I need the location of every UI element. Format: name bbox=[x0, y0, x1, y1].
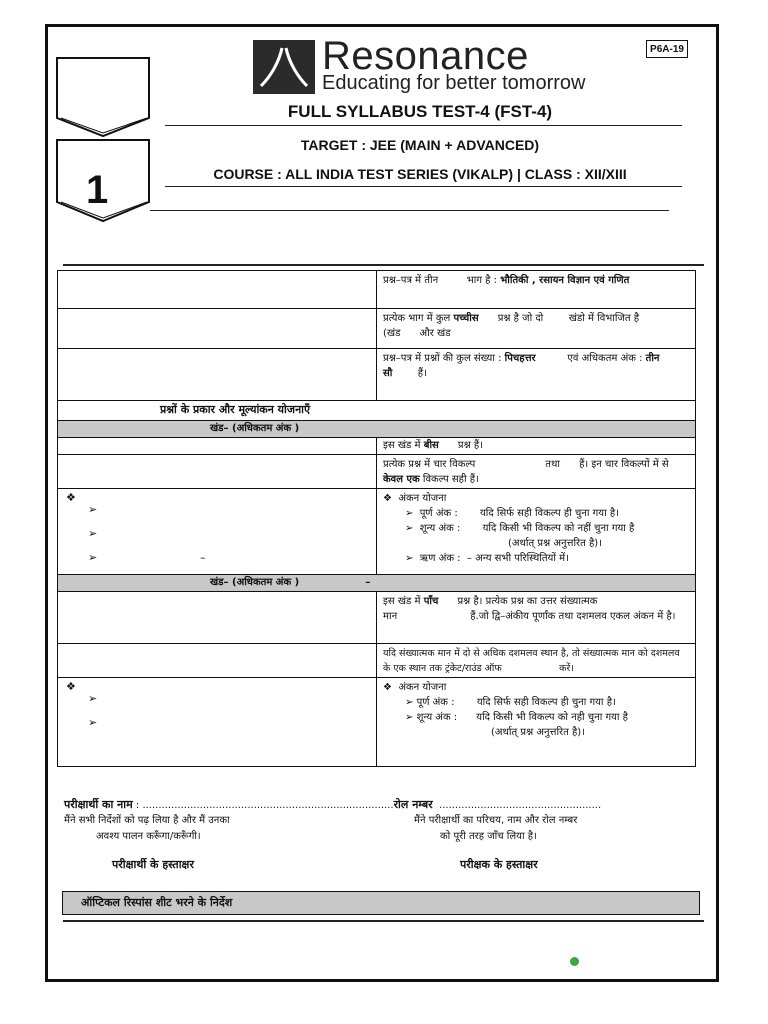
paper-number: 1 bbox=[86, 168, 109, 212]
paper-parts-text: प्रश्न–पत्र में तीन भाग है : भौतिकी , रसायन विज्ञान एवं गणित bbox=[383, 275, 630, 286]
arrow-icon: ➢ bbox=[88, 503, 98, 516]
arrow-icon: ➢ bbox=[88, 551, 98, 564]
test-title: FULL SYLLABUS TEST-4 (FST-4) bbox=[287, 102, 553, 121]
brand-tagline: Educating for better tomorrow bbox=[322, 72, 586, 94]
course-line: COURSE : ALL INDIA TEST SERIES (VIKALP) | CLASS : XII/XIII bbox=[213, 166, 627, 182]
shield-blank bbox=[55, 56, 152, 138]
s1-left-notes: ❖ ➢ ➢ ➢ – bbox=[58, 489, 377, 574]
s2-left-notes: ❖ ➢ ➢ bbox=[58, 678, 377, 766]
divider bbox=[63, 920, 704, 922]
table-row bbox=[58, 592, 695, 644]
section-2-bar: खंड– (अधिकतम अंक ) – bbox=[58, 575, 695, 592]
invigilator-declaration: मैंने परीक्षार्थी का परिचय, नाम और रोल नम्बर bbox=[414, 815, 578, 826]
resonance-logo-icon bbox=[253, 40, 315, 94]
candidate-signature-label: परीक्षार्थी के हस्ताक्षर bbox=[112, 858, 194, 871]
s2-rounding-text: यदि संख्यात्मक मान में दो से अधिक दशमलव स्थान है, तो संख्यात्मक मान को दशमलव के एक स्थान तक ट्रंकेट/राउंड ऑफ करें। bbox=[383, 648, 680, 674]
s1-options-text: प्रत्येक प्रश्न में चार विकल्प तथा हैं। इन चार विकल्पों में से केवल एक विकल्प सही हैं। bbox=[383, 459, 669, 485]
table-row bbox=[58, 309, 695, 349]
divider bbox=[165, 186, 682, 187]
table-row bbox=[58, 644, 695, 678]
s2-marking-scheme: ❖ अंकन योजना ➢ पूर्ण अंक : यदि सिर्फ सही विकल्प ही चुना गया है। ➢ शून्य अंक : यदि किसी भी विकल्प को नही चुना गया है (अर्थात् प्रश्न अनुत्तरित है)। bbox=[383, 682, 628, 738]
arrow-icon: ➢ bbox=[88, 716, 98, 729]
table-row bbox=[58, 438, 695, 455]
arrow-icon: ➢ bbox=[88, 692, 98, 705]
table-row bbox=[58, 349, 695, 401]
paper-code: P6A-19 bbox=[646, 40, 688, 58]
whatsapp-icon bbox=[570, 957, 579, 966]
total-questions-text: प्रश्न–पत्र में प्रश्नों की कुल संख्या : पिचहत्तर एवं अधिकतम अंक : तीन सौ हैं। bbox=[383, 353, 660, 379]
candidate-name-field[interactable]: परीक्षार्थी का नाम : ...............................................................................रोल नम्बर ................................................... bbox=[64, 798, 602, 811]
arrow-icon: ➢ bbox=[88, 527, 98, 540]
table-row bbox=[58, 489, 695, 575]
candidate-declaration: मैंने सभी निर्देशों को पढ़ लिया है और मैं उनका bbox=[64, 815, 230, 826]
table-row bbox=[58, 678, 695, 766]
divider bbox=[63, 264, 704, 266]
brand-name: Resonance bbox=[322, 34, 529, 78]
invigilator-declaration: को पूरी तरह जाँच लिया है। bbox=[440, 831, 537, 842]
section-1-bar: खंड– (अधिकतम अंक ) bbox=[58, 421, 695, 438]
divider bbox=[165, 125, 682, 126]
s1-marking-scheme: ❖ अंकन योजना ➢ पूर्ण अंक : यदि सिर्फ सही विकल्प ही चुना गया है। ➢ शून्य अंक : यदि किसी भी विकल्प को नहीं चुना गया है (अर्थात् प्रश्न अनुत्तरित है)। ➢ ऋण अंक : – अन्य सभी परिस्थितियों में। bbox=[383, 493, 635, 564]
omr-instructions-heading: ऑप्टिकल रिस्पांस शीट भरने के निर्देश bbox=[62, 891, 700, 915]
table-row bbox=[58, 401, 695, 421]
table-row bbox=[58, 455, 695, 489]
parts-division-text: प्रत्येक भाग में कुल पच्चीस प्रश्न है जो दो खंडो में विभाजित है (खंड और खंड bbox=[383, 313, 640, 339]
s1-count-text: इस खंड में बीस प्रश्न हैं। bbox=[383, 440, 483, 451]
instructions-table bbox=[57, 270, 696, 767]
s2-count-text: इस खंड में पाँच प्रश्न है। प्रत्येक प्रश्न का उत्तर संख्यात्मक मान हैं.जो द्वि–अंकीय पूर्णांक तथा दशमलव एकल अंकन में है। bbox=[383, 596, 676, 622]
table-row bbox=[58, 271, 695, 309]
divider bbox=[150, 210, 669, 211]
target-line: TARGET : JEE (MAIN + ADVANCED) bbox=[300, 137, 540, 153]
candidate-declaration: अवश्य पालन करूँगा/करूँगी। bbox=[96, 831, 201, 842]
invigilator-signature-label: परीक्षक के हस्ताक्षर bbox=[460, 858, 538, 871]
section-heading: प्रश्नों के प्रकार और मूल्यांकन योजनाएँ bbox=[160, 403, 311, 416]
